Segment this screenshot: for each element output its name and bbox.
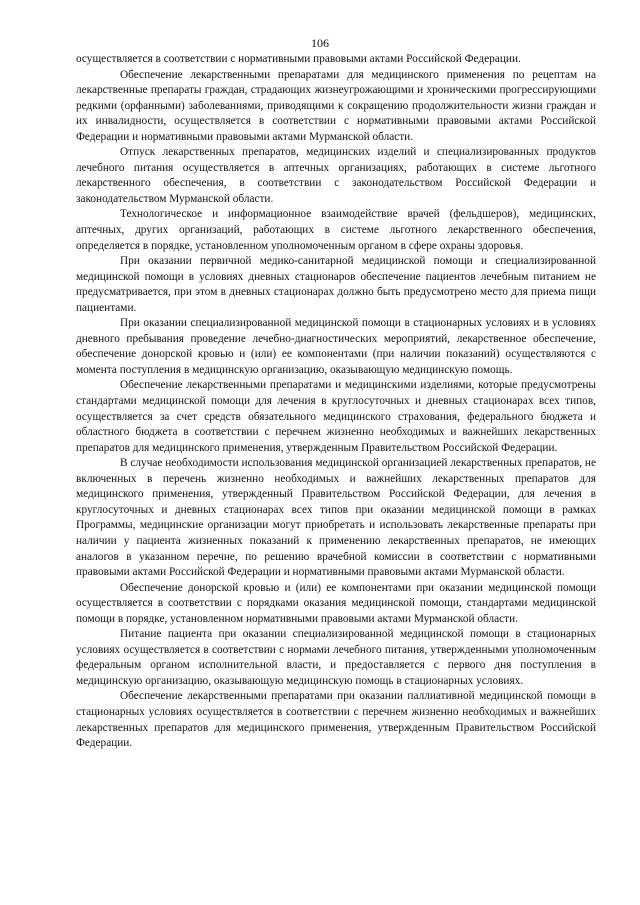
paragraph: Обеспечение донорской кровью и (или) ее компонентами при оказании медицинской помощи осуществляется в соответствии с порядками оказания медицинской помощи, стандартами медицинской помощи в порядке, установленном нормативными правовыми актами Мурманской области. <box>76 581 596 625</box>
paragraph: осуществляется в соответствии с нормативными правовыми актами Российской Федерации. <box>76 53 521 65</box>
document-body <box>76 52 596 752</box>
paragraph: Обеспечение лекарственными препаратами для медицинского применения по рецептам на лекарственные препараты граждан, страдающих жизнеугрожающими и хроническими прогрессирующими редкими (орфанными) заболеваниями, приводящими к сокращению продолжительности жизни граждан и их инвалидности, осуществляется в соответствии с нормативными правовыми актами Российской Федерации и нормативными правовыми актами Мурманской области. <box>76 68 596 143</box>
paragraph: При оказании первичной медико-санитарной медицинской помощи и специализированной медицинской помощи в условиях дневных стационаров обеспечение пациентов лечебным питанием не предусматривается, при этом в дневных стационарах должно быть предусмотрено место для приема пищи пациентами. <box>76 255 596 314</box>
paragraph: Отпуск лекарственных препаратов, медицинских изделий и специализированных продуктов лечебного питания осуществляется в аптечных организациях, работающих в системе льготного лекарственного обеспечения, в соответствии с законодательством Российской Федерации и законодательством Мурманской области. <box>76 146 596 205</box>
paragraph: Питание пациента при оказании специализированной медицинской помощи в стационарных условиях осуществляется в соответствии с нормами лечебного питания, утвержденными уполномоченным федеральным органом исполнительной власти, и предоставляется с первого дня поступления в медицинскую организацию, оказывающую медицинскую помощь в стационарных условиях. <box>76 628 596 687</box>
paragraph: При оказании специализированной медицинской помощи в стационарных условиях и в условиях дневного пребывания проведение лечебно-диагностических мероприятий, лекарственное обеспечение, обеспечение донорской кровью и (или) ее компонентами (при наличии показаний) осуществляются с момента поступления в медицинскую организацию, оказывающую медицинскую помощь. <box>76 317 596 376</box>
page-number: 106 <box>311 36 329 50</box>
paragraph: В случае необходимости использования медицинской организацией лекарственных препаратов, не включенных в перечень жизненно необходимых и важнейших лекарственных препаратов для медицинского применения, утвержденный Правительством Российской Федерации, для лечения в круглосуточных и дневных стационарах всех типов при оказании медицинской помощи в рамках Программы, медицинские организации могут приобретать и использовать лекарственные препараты при наличии у пациента жизненных показаний к применению лекарственных препаратов, не имеющих аналогов в указанном перечне, по решению врачебной комиссии в соответствии с нормативными правовыми актами Российской Федерации и нормативными правовыми актами Мурманской области. <box>76 457 596 579</box>
paragraph: Обеспечение лекарственными препаратами при оказании паллиативной медицинской помощи в стационарных условиях осуществляется в соответствии с перечнем жизненно необходимых и важнейших лекарственных препаратов для медицинского применения, утвержденным Правительством Российской Федерации. <box>76 690 596 750</box>
paragraph: Технологическое и информационное взаимодействие врачей (фельдшеров), медицинских, аптечных, других организаций, работающих в системе льготного лекарственного обеспечения, определяется в порядке, установленном уполномоченным органом в сфере охраны здоровья. <box>76 208 596 252</box>
paragraph: Обеспечение лекарственными препаратами и медицинскими изделиями, которые предусмотрены стандартами медицинской помощи для лечения в круглосуточных и дневных стационарах всех типов, осуществляется за счет средств обязательного медицинского страхования, федерального бюджета и областного бюджета в соответствии с перечнем жизненно необходимых и важнейших лекарственных препаратов для медицинского применения, утвержденным Правительством Российской Федерации. <box>76 379 596 454</box>
